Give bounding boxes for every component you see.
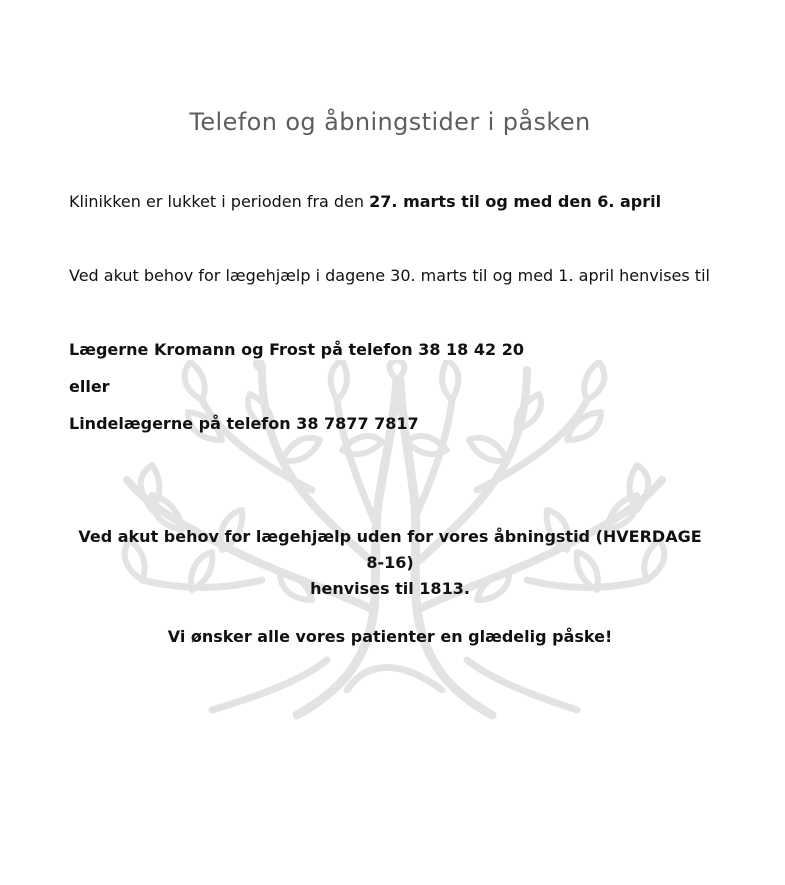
closed-notice (69, 192, 661, 211)
page-title: Telefon og åbningstider i påsken (189, 108, 591, 136)
after-hours-notice (69, 524, 711, 602)
referral-lindelaegerne: Lindelægerne på telefon 38 7877 7817 (69, 414, 419, 433)
after-hours-line-1: Ved akut behov for lægehjælp uden for vores åbningstid (HVERDAGE 8-16) (78, 527, 702, 572)
emergency-intro: Ved akut behov for lægehjælp i dagene 30. marts til og med 1. april henvises til (69, 266, 710, 285)
after-hours-line-2: henvises til 1813. (310, 579, 470, 598)
closed-notice-text: Klinikken er lukket i perioden fra den (69, 192, 370, 211)
or-text: eller (69, 377, 110, 396)
easter-greeting: Vi ønsker alle vores patienter en glædelig påske! (167, 627, 613, 646)
referral-kromann-frost: Lægerne Kromann og Frost på telefon 38 18 42 20 (69, 340, 524, 359)
closed-period: 27. marts til og med den 6. april (369, 192, 662, 211)
